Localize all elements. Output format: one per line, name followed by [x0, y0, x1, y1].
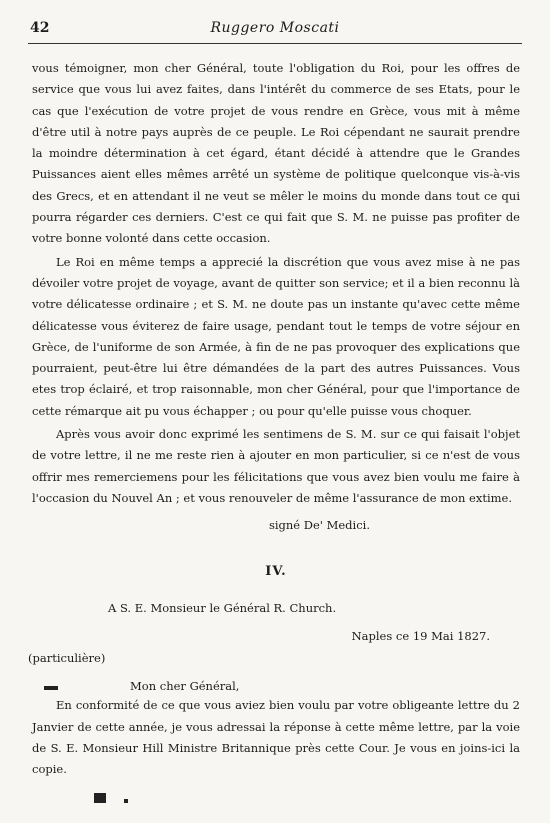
dateline: Naples ce 19 Mai 1827. [351, 629, 490, 644]
paragraph-3: Après vous avoir donc exprimé les sentimens de S. M. sur ce qui faisait l'objet de votre lettre, il ne me reste rien à ajouter en mon particulier, si ce n'est de vous offrir mes remerciemens pour les félicitations que vous avez bien voulu me faire à l'occasion du Nouvel An ; et vous renouveler de même l'assurance de mon extime. [32, 427, 520, 505]
page-header [30, 20, 520, 42]
ink-blot [124, 799, 128, 803]
document-body [28, 58, 520, 780]
running-head: Ruggero Moscati [210, 20, 340, 36]
signature: signé De' Medici. [268, 518, 370, 533]
header-rule [28, 43, 522, 44]
section-number: IV. [265, 564, 287, 580]
paragraph-2: Le Roi en même temps a apprecié la discrétion que vous avez mise à ne pas dévoiler votre projet de voyage, avant de quitter son service; et il a bien reconnu là votre délicatesse ordinaire ; et S. M. ne doute pas un instante qu'avec cette même délicatesse vous éviterez de faire usage, pendant tout le temps de votre séjour en Grèce, de l'uniforme de son Armée, à fin de ne pas provoquer des explications que pourraient, peut-être lui être démandées de la part des autres Puissances. Vous etes trop éclairé, et trop raisonnable, mon cher Général, pour que l'importance de cette rémarque ait pu vous échapper ; ou pour qu'elle puisse vous choquer. [32, 254, 520, 418]
addressee-line: A S. E. Monsieur le Général R. Church. [108, 601, 337, 616]
paragraph-1: vous témoigner, mon cher Général, toute l'obligation du Roi, pour les offres de service que vous lui avez faites, dans l'intérêt du commerce de ses Etats, pour le cas que l'exécution de votre projet de vous rendre en Grèce, vous mit à même d'être util à notre pays auprès de ce peuple. Le Roi cépendant ne saurait prendre la moindre détermination à cet égard, étant décidé à attendre que le Grandes Puissances aient elles mêmes arrêté un système de politique quelconque vis-à-vis des Grecs, et en attendant il ne veut se mêler le moins du monde dans tout ce qui pourra régarder ces derniers. C'est ce qui fait que S. M. ne puisse pas profiter de votre bonne volonté dans cette occasion. [32, 61, 520, 246]
ink-blot [94, 793, 106, 803]
letter-marker: (particulière) [28, 651, 106, 666]
paragraph-4: En conformité de ce que vous aviez bien voulu par votre obligeante lettre du 2 Janvier de cette année, je vous adressai la réponse à cette même lettre, par la voie de S. E. Monsieur Hill Ministre Britannique près cette Cour. Je vous en joins-ici la copie. [32, 698, 520, 777]
page-number: 42 [30, 20, 50, 36]
ink-blot [44, 686, 58, 690]
salutation: Mon cher Général, [130, 679, 240, 694]
